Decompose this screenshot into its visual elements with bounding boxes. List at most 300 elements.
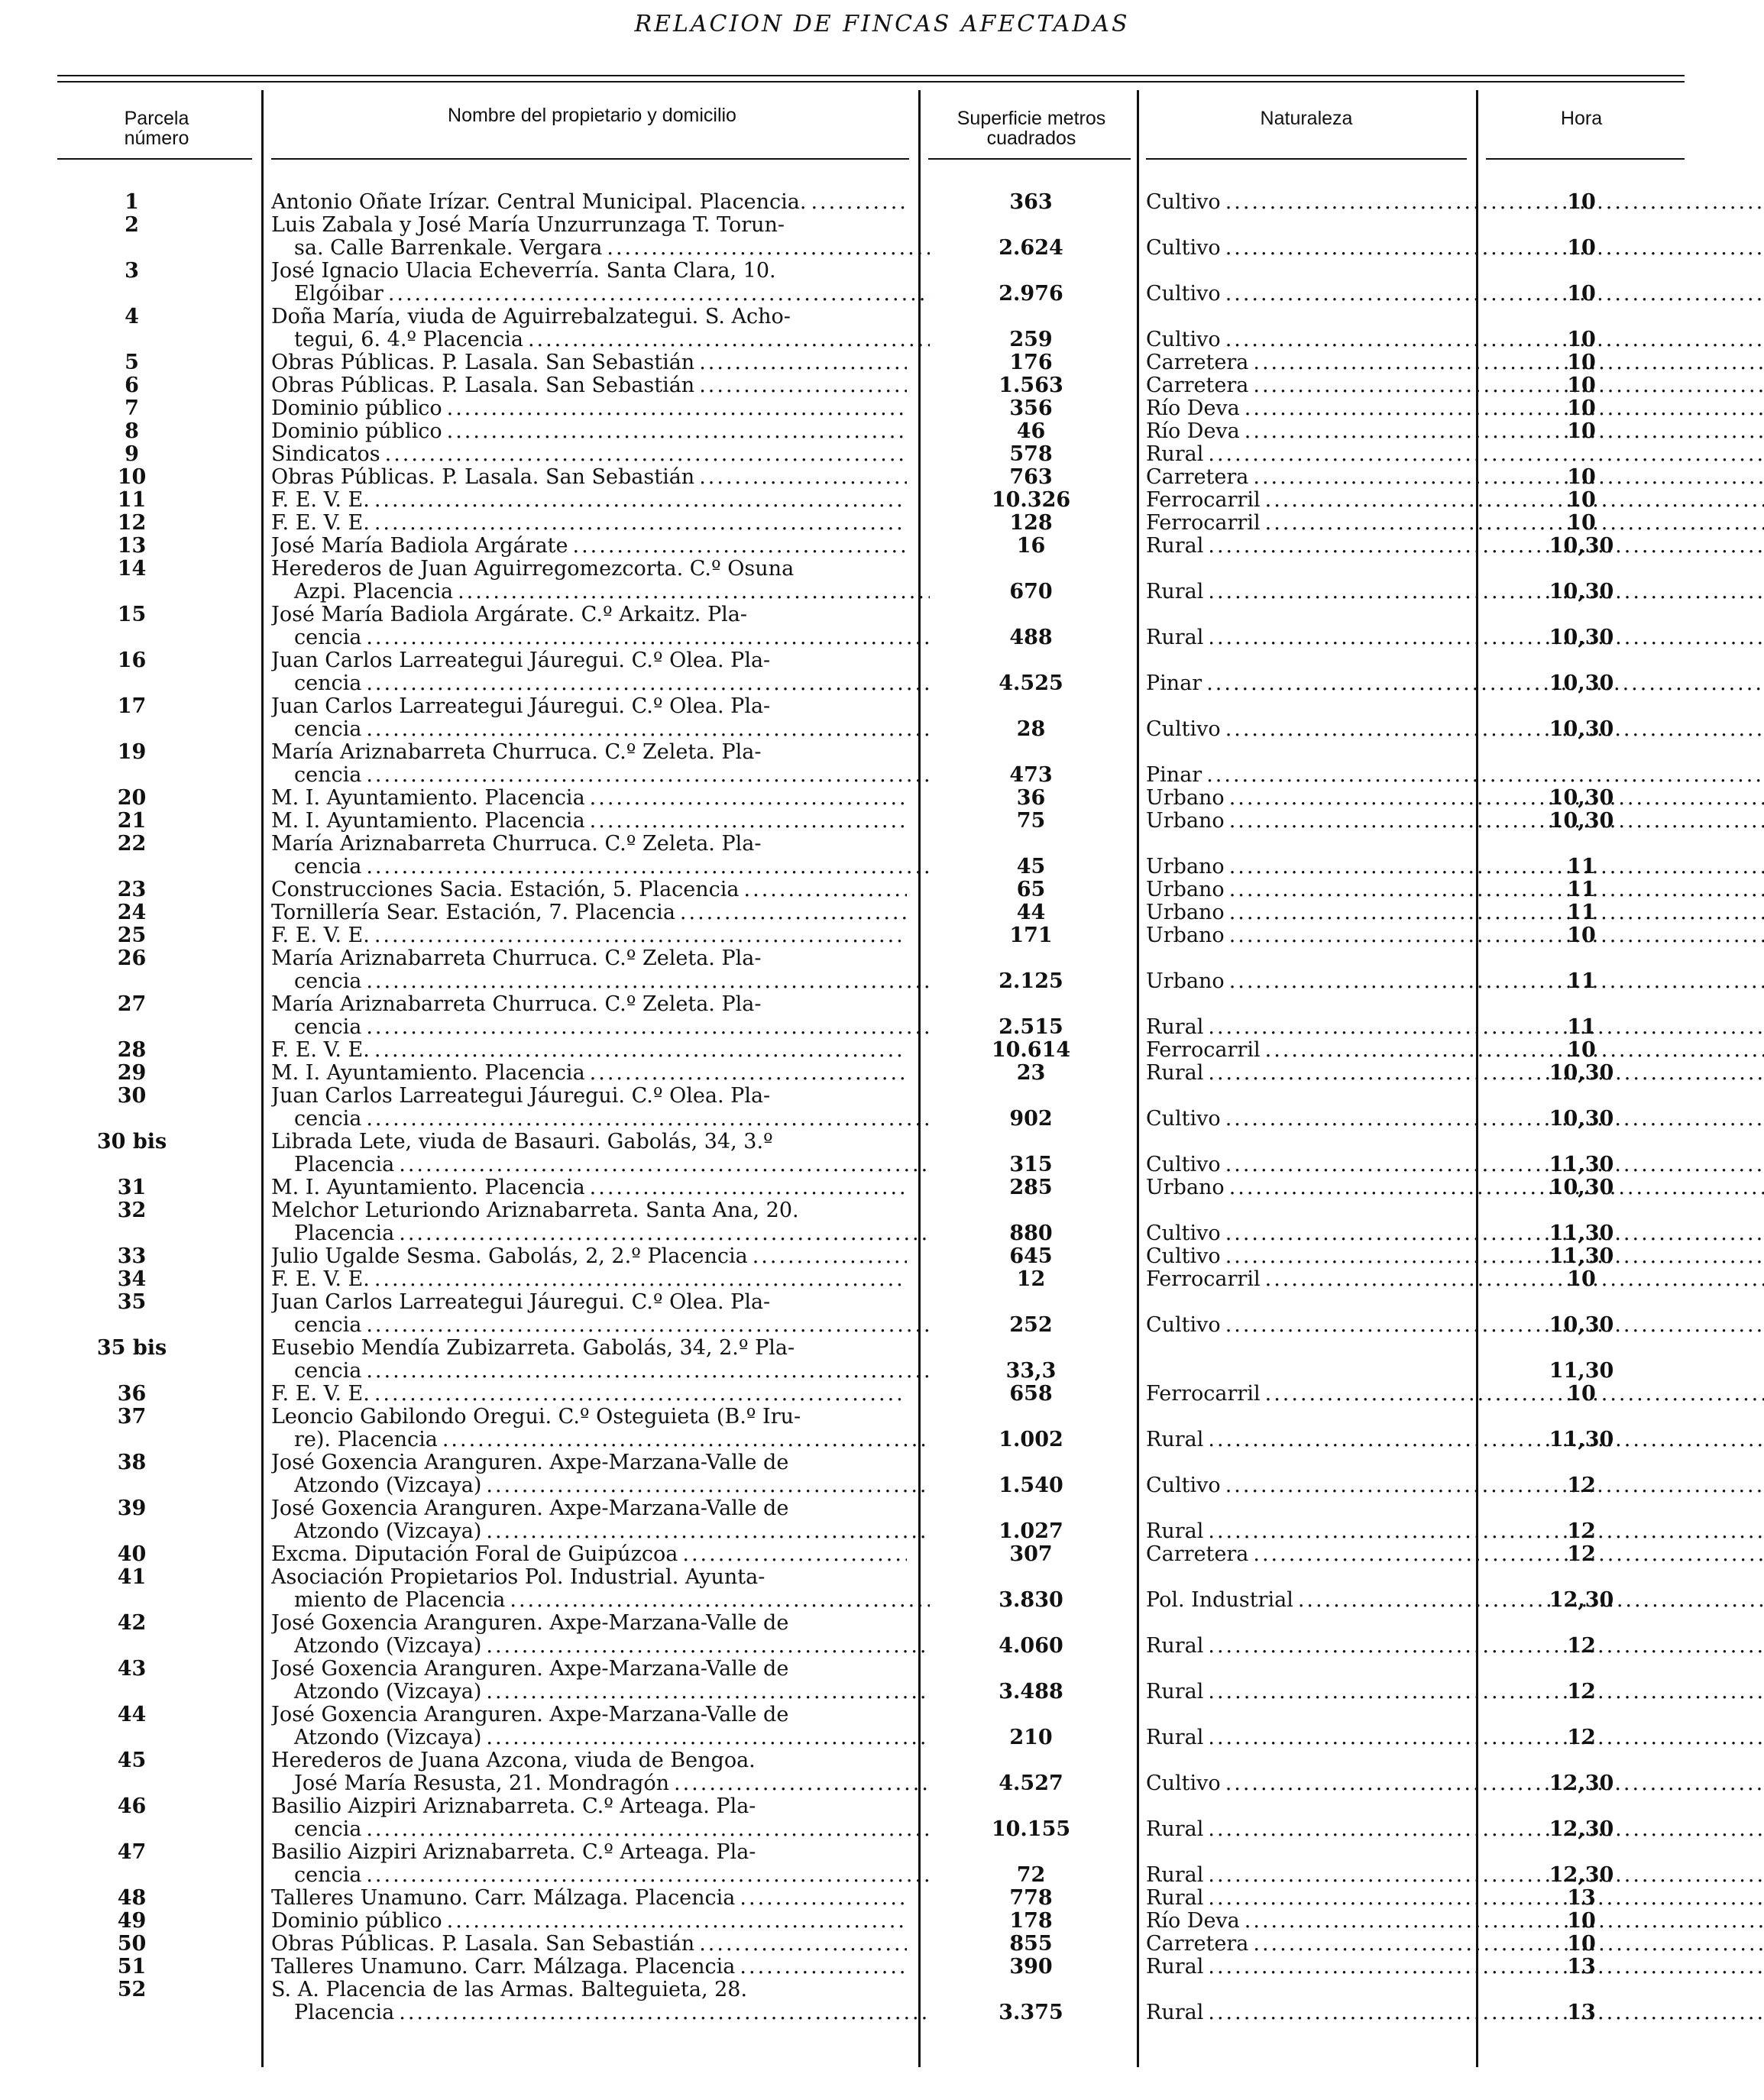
dot-leader — [366, 764, 930, 787]
parcel-number: 39 — [117, 1497, 147, 1520]
surface-value: 72 — [1016, 1863, 1046, 1887]
parcel-number: 12 — [117, 511, 147, 535]
parcel-number: 52 — [117, 1978, 147, 2001]
dot-leader — [607, 237, 930, 260]
table-row — [0, 1658, 1764, 1704]
owner-line — [271, 879, 907, 901]
owner-cell — [271, 512, 907, 535]
owner-cell — [271, 306, 907, 351]
parcel-number: 51 — [117, 1955, 147, 1979]
dot-leader — [447, 397, 907, 420]
surface-value: 855 — [1009, 1932, 1053, 1956]
hour-value: 10,30 — [1549, 1107, 1614, 1131]
parcel-number: 13 — [117, 534, 147, 558]
surface-value: 2.976 — [999, 282, 1063, 306]
surface-value: 390 — [1009, 1955, 1053, 1979]
owner-line — [271, 672, 930, 695]
surface-value: 210 — [1009, 1726, 1053, 1749]
owner-line-text: Melchor Leturiondo Ariznabarreta. Santa Ana, 20. — [271, 1199, 799, 1222]
owner-cell — [271, 1383, 907, 1406]
land-type-text: Rural — [1146, 1726, 1204, 1749]
surface-value: 658 — [1009, 1382, 1053, 1406]
land-type-text: Urbano — [1146, 786, 1225, 810]
surface-value: 10.326 — [991, 488, 1071, 512]
header-hora: Hora — [1560, 108, 1603, 129]
dot-leader — [573, 535, 907, 558]
land-type-text: Rural — [1146, 1886, 1204, 1910]
parcel-number: 33 — [117, 1244, 147, 1268]
owner-line — [271, 924, 907, 947]
land-type-text: Cultivo — [1146, 1313, 1221, 1337]
owner-line-text: Antonio Oñate Irízar. Central Municipal. Placencia. — [271, 191, 807, 214]
owner-line-text: cencia — [294, 764, 362, 787]
surface-value: 473 — [1009, 763, 1053, 787]
dot-leader — [811, 191, 907, 214]
owner-line-text: Dominio público — [271, 1910, 442, 1933]
table-row — [0, 741, 1764, 787]
parcel-number: 14 — [117, 557, 147, 581]
hour-value: 11,30 — [1549, 1153, 1614, 1176]
owner-cell — [271, 1245, 907, 1268]
owner-line — [271, 1612, 907, 1635]
owner-line — [271, 741, 907, 764]
parcel-number: 31 — [117, 1176, 147, 1199]
owner-cell — [271, 214, 907, 260]
hour-value: 12 — [1567, 1519, 1596, 1543]
surface-value: 880 — [1009, 1221, 1053, 1245]
land-type-text: Ferrocarril — [1146, 511, 1261, 535]
owner-cell — [271, 993, 907, 1039]
hour-value: 10,30 — [1549, 1176, 1614, 1199]
hour-value: 10 — [1567, 190, 1596, 214]
owner-line — [271, 1704, 907, 1726]
hour-value: 10 — [1567, 488, 1596, 512]
owner-cell — [271, 810, 907, 833]
owner-line — [271, 351, 907, 374]
header-underline — [928, 158, 1131, 160]
owner-line — [271, 718, 930, 741]
owner-line — [271, 2001, 930, 2024]
surface-value: 488 — [1009, 626, 1053, 649]
table-row — [0, 1268, 1764, 1291]
parcel-number: 29 — [117, 1061, 147, 1085]
hour-value: 10 — [1567, 1909, 1596, 1933]
owner-cell — [271, 741, 907, 787]
owner-line-text: José Goxencia Aranguren. Axpe-Marzana-Valle de — [271, 1612, 789, 1635]
dot-leader — [374, 489, 907, 512]
owner-line-text: Dominio público — [271, 397, 442, 420]
table-row — [0, 1933, 1764, 1956]
owner-line-text: José Goxencia Aranguren. Axpe-Marzana-Valle de — [271, 1704, 789, 1726]
owner-line — [271, 1176, 907, 1199]
owner-line-text: M. I. Ayuntamiento. Placencia — [271, 810, 585, 833]
owner-cell — [271, 1406, 907, 1451]
table-row — [0, 649, 1764, 695]
owner-line — [271, 260, 907, 283]
hour-value: 10 — [1567, 328, 1596, 351]
owner-line — [271, 328, 930, 351]
owner-cell — [271, 1268, 907, 1291]
owner-line-text: José Goxencia Aranguren. Axpe-Marzana-Valle de — [271, 1497, 789, 1520]
surface-value: 128 — [1009, 511, 1053, 535]
owner-cell — [271, 1291, 907, 1337]
land-type-text: Cultivo — [1146, 1474, 1221, 1497]
hour-value: 13 — [1567, 1955, 1596, 1979]
surface-value: 763 — [1009, 465, 1053, 489]
owner-cell — [271, 1887, 907, 1910]
owner-line — [271, 306, 907, 328]
owner-line — [271, 420, 907, 443]
owner-line — [271, 1749, 907, 1772]
owner-line — [271, 1222, 930, 1245]
owner-line-text: Julio Ugalde Sesma. Gabolás, 2, 2.º Placencia — [271, 1245, 748, 1268]
table-row — [0, 1451, 1764, 1497]
owner-line — [271, 1681, 930, 1704]
owner-cell — [271, 1451, 907, 1497]
parcel-number: 23 — [117, 878, 147, 901]
dot-leader — [374, 1383, 907, 1406]
hour-value: 12 — [1567, 1542, 1596, 1566]
owner-line — [271, 191, 907, 214]
table-row — [0, 603, 1764, 649]
dot-leader — [366, 1818, 930, 1841]
owner-cell — [271, 833, 907, 879]
dot-leader — [699, 351, 907, 374]
dot-leader — [486, 1681, 930, 1704]
table-row — [0, 260, 1764, 306]
owner-line — [271, 283, 930, 306]
dot-leader — [366, 718, 930, 741]
land-type-text: Río Deva — [1146, 396, 1240, 420]
land-type-text: Rural — [1146, 442, 1204, 466]
owner-line-text: Herederos de Juan Aguirregomezcorta. C.º Osuna — [271, 558, 795, 581]
owner-line-text: Azpi. Placencia — [294, 581, 454, 603]
dot-leader — [486, 1520, 930, 1543]
table-row — [0, 214, 1764, 260]
surface-value: 1.027 — [999, 1519, 1063, 1543]
owner-line-text: Librada Lete, viuda de Basauri. Gabolás, 34, 3.º — [271, 1131, 773, 1154]
dot-leader — [740, 1956, 907, 1979]
owner-line — [271, 558, 907, 581]
parcel-number: 16 — [117, 649, 147, 672]
parcel-number: 45 — [117, 1749, 147, 1772]
owner-line-text: María Ariznabarreta Churruca. C.º Zeleta. Pla- — [271, 993, 762, 1016]
owner-line-text: cencia — [294, 1016, 362, 1039]
owner-line-text: cencia — [294, 1314, 362, 1337]
parcel-number: 24 — [117, 901, 147, 924]
land-type-text: Cultivo — [1146, 190, 1221, 214]
owner-cell — [271, 901, 907, 924]
owner-cell — [271, 397, 907, 420]
table-row — [0, 1131, 1764, 1176]
owner-cell — [271, 1933, 907, 1956]
owner-line — [271, 695, 907, 718]
owner-line — [271, 1337, 907, 1360]
surface-value: 2.125 — [999, 969, 1063, 993]
table-row — [0, 306, 1764, 351]
land-type-text: Pinar — [1146, 671, 1202, 695]
parcel-number: 49 — [117, 1909, 147, 1933]
owner-line — [271, 1451, 907, 1474]
owner-line — [271, 1726, 930, 1749]
owner-line — [271, 1910, 907, 1933]
hour-value: 10 — [1567, 374, 1596, 397]
owner-line — [271, 1199, 907, 1222]
surface-value: 2.624 — [999, 236, 1063, 260]
owner-line — [271, 1887, 907, 1910]
owner-line — [271, 237, 930, 260]
owner-line-text: José María Resusta, 21. Mondragón — [294, 1772, 670, 1795]
header-superficie: Superficie metros cuadrados — [956, 108, 1106, 149]
owner-line-text: Obras Públicas. P. Lasala. San Sebastián — [271, 351, 695, 374]
surface-value: 176 — [1009, 351, 1053, 374]
owner-line — [271, 1383, 907, 1406]
header-underline — [1146, 158, 1467, 160]
owner-cell — [271, 603, 907, 649]
owner-cell — [271, 947, 907, 993]
owner-line-text: cencia — [294, 672, 362, 695]
parcel-number: 42 — [117, 1611, 147, 1635]
owner-cell — [271, 649, 907, 695]
parcel-number: 32 — [117, 1199, 147, 1222]
owner-line-text: Atzondo (Vizcaya) — [294, 1520, 482, 1543]
surface-value: 44 — [1016, 901, 1046, 924]
dot-leader — [374, 512, 907, 535]
surface-value: 363 — [1009, 190, 1053, 214]
parcel-number: 30 bis — [96, 1130, 167, 1154]
land-type-text: Urbano — [1146, 809, 1225, 833]
land-type-text: Rural — [1146, 1061, 1204, 1085]
hour-value: 12,30 — [1549, 1863, 1614, 1887]
land-type-text: Cultivo — [1146, 1772, 1221, 1795]
dot-leader — [366, 1016, 930, 1039]
dot-leader — [399, 1222, 930, 1245]
owner-line-text: F. E. V. E. — [271, 512, 370, 535]
table-row — [0, 695, 1764, 741]
dot-leader — [366, 1360, 930, 1383]
land-type-text: Ferrocarril — [1146, 1382, 1261, 1406]
dot-leader — [590, 1176, 907, 1199]
land-type-text: Rural — [1146, 1634, 1204, 1658]
dot-leader — [366, 672, 930, 695]
owner-line-text: Dominio público — [271, 420, 442, 443]
owner-line-text: María Ariznabarreta Churruca. C.º Zeleta. Pla- — [271, 947, 762, 970]
parcel-number: 43 — [117, 1657, 147, 1681]
hour-value: 10 — [1567, 1932, 1596, 1956]
owner-line-text: Asociación Propietarios Pol. Industrial. Ayunta- — [271, 1566, 765, 1589]
hour-value: 10 — [1567, 1382, 1596, 1406]
land-type-text: Urbano — [1146, 901, 1225, 924]
owner-line-text: cencia — [294, 856, 362, 879]
land-type-text: Carretera — [1146, 351, 1249, 374]
owner-cell — [271, 1497, 907, 1543]
owner-line-text: Herederos de Juana Azcona, viuda de Bengoa. — [271, 1749, 756, 1772]
hour-value: 10,30 — [1549, 717, 1614, 741]
parcel-number: 20 — [117, 786, 147, 810]
hour-value: 10,30 — [1549, 786, 1614, 810]
owner-cell — [271, 351, 907, 374]
parcel-number: 5 — [125, 351, 139, 374]
owner-line-text: F. E. V. E. — [271, 924, 370, 947]
table-row — [0, 1245, 1764, 1268]
owner-line-text: José Goxencia Aranguren. Axpe-Marzana-Valle de — [271, 1658, 789, 1681]
owner-line — [271, 581, 930, 603]
parcel-number: 30 — [117, 1084, 147, 1108]
hour-value: 11,30 — [1549, 1428, 1614, 1451]
surface-value: 10.155 — [991, 1817, 1071, 1841]
parcel-number: 48 — [117, 1886, 147, 1910]
table-row — [0, 947, 1764, 993]
hour-value: 10,30 — [1549, 1313, 1614, 1337]
dot-leader — [399, 1154, 930, 1176]
owner-line-text: Juan Carlos Larreategui Jáuregui. C.º Olea. Pla- — [271, 1085, 771, 1108]
owner-line-text: M. I. Ayuntamiento. Placencia — [271, 1062, 585, 1085]
dot-leader — [1208, 443, 1764, 466]
dot-leader — [699, 374, 907, 397]
surface-value: 75 — [1016, 809, 1046, 833]
header-underline — [57, 158, 252, 160]
surface-value: 315 — [1009, 1153, 1053, 1176]
land-type-text: Rural — [1146, 1817, 1204, 1841]
owner-line — [271, 993, 907, 1016]
hour-value: 11 — [1567, 969, 1596, 993]
table-row — [0, 833, 1764, 879]
owner-line-text: Atzondo (Vizcaya) — [294, 1635, 482, 1658]
owner-line — [271, 1062, 907, 1085]
hour-value: 11 — [1567, 878, 1596, 901]
owner-line — [271, 1589, 930, 1612]
parcel-number: 1 — [125, 190, 139, 214]
owner-line — [271, 443, 907, 466]
owner-line — [271, 535, 907, 558]
hour-value: 10 — [1567, 1038, 1596, 1062]
surface-value: 252 — [1009, 1313, 1053, 1337]
hour-value: 11,30 — [1549, 1359, 1614, 1383]
land-type — [1146, 764, 1764, 787]
hour-value: 10 — [1567, 1267, 1596, 1291]
hour-value: 13 — [1567, 1886, 1596, 1910]
owner-line — [271, 626, 930, 649]
owner-line — [271, 489, 907, 512]
dot-leader — [753, 1245, 907, 1268]
owner-cell — [271, 1199, 907, 1245]
owner-cell — [271, 466, 907, 489]
owner-line — [271, 1864, 930, 1887]
owner-cell — [271, 695, 907, 741]
owner-cell — [271, 1704, 907, 1749]
owner-cell — [271, 1979, 907, 2024]
dot-leader — [447, 420, 907, 443]
parcel-number: 26 — [117, 946, 147, 970]
hour-value: 10 — [1567, 351, 1596, 374]
hour-value: 10 — [1567, 419, 1596, 443]
owner-line — [271, 397, 907, 420]
owner-line-text: José Ignacio Ulacia Echeverría. Santa Clara, 10. — [271, 260, 776, 283]
table-row — [0, 1085, 1764, 1131]
surface-value: 3.488 — [999, 1680, 1063, 1704]
owner-line — [271, 1429, 930, 1451]
owner-cell — [271, 924, 907, 947]
parcel-number: 38 — [117, 1451, 147, 1474]
owner-line — [271, 1474, 930, 1497]
owner-line-text: Luis Zabala y José María Unzurrunzaga T. Torun- — [271, 214, 785, 237]
dot-leader — [374, 1039, 907, 1062]
dot-leader — [366, 1314, 930, 1337]
owner-line — [271, 1520, 930, 1543]
land-type-text: Carretera — [1146, 374, 1249, 397]
hour-value: 12,30 — [1549, 1772, 1614, 1795]
table-row — [0, 374, 1764, 397]
owner-line-text: Doña María, viuda de Aguirrebalzategui. S. Acho- — [271, 306, 791, 328]
hour-value: 10 — [1567, 465, 1596, 489]
owner-line-text: María Ariznabarreta Churruca. C.º Zeleta. Pla- — [271, 741, 762, 764]
dot-leader — [682, 1543, 907, 1566]
owner-line — [271, 649, 907, 672]
owner-line — [271, 603, 907, 626]
owner-cell — [271, 1956, 907, 1979]
table-row — [0, 924, 1764, 947]
table-row — [0, 1291, 1764, 1337]
owner-cell — [271, 1566, 907, 1612]
parcel-number: 37 — [117, 1405, 147, 1429]
table-row — [0, 901, 1764, 924]
surface-value: 36 — [1016, 786, 1046, 810]
owner-line — [271, 947, 907, 970]
owner-line — [271, 787, 907, 810]
owner-cell — [271, 1841, 907, 1887]
hour-value: 12 — [1567, 1634, 1596, 1658]
owner-line-text: Placencia — [294, 1154, 395, 1176]
dot-leader — [447, 1910, 907, 1933]
owner-line — [271, 214, 907, 237]
surface-value: 1.540 — [999, 1474, 1063, 1497]
hour-value: 10,30 — [1549, 809, 1614, 833]
surface-value: 1.002 — [999, 1428, 1063, 1451]
table-row — [0, 879, 1764, 901]
owner-cell — [271, 1131, 907, 1176]
surface-value: 3.830 — [999, 1588, 1063, 1612]
owner-line — [271, 1039, 907, 1062]
dot-leader — [486, 1635, 930, 1658]
surface-value: 1.563 — [999, 374, 1063, 397]
table-row — [0, 1704, 1764, 1749]
surface-value: 45 — [1016, 855, 1046, 879]
surface-value: 4.060 — [999, 1634, 1063, 1658]
land-type-text: Rural — [1146, 1680, 1204, 1704]
dot-leader — [699, 1933, 907, 1956]
hour-value: 10,30 — [1549, 1061, 1614, 1085]
table-row — [0, 466, 1764, 489]
parcel-number: 35 — [117, 1290, 147, 1314]
hour-value: 10,30 — [1549, 534, 1614, 558]
land-type — [1146, 443, 1764, 466]
table-row — [0, 443, 1764, 466]
table-row — [0, 1841, 1764, 1887]
surface-value: 33,3 — [1005, 1359, 1057, 1383]
owner-line — [271, 1566, 907, 1589]
surface-value: 171 — [1009, 924, 1053, 947]
dot-leader — [699, 466, 907, 489]
parcel-number: 11 — [117, 488, 147, 512]
owner-line — [271, 1291, 907, 1314]
dot-leader — [590, 787, 907, 810]
table-row — [0, 420, 1764, 443]
owner-line-text: cencia — [294, 1864, 362, 1887]
owner-line — [271, 1360, 930, 1383]
owner-line — [271, 466, 907, 489]
dot-leader — [590, 1062, 907, 1085]
land-type-text: Rural — [1146, 580, 1204, 603]
